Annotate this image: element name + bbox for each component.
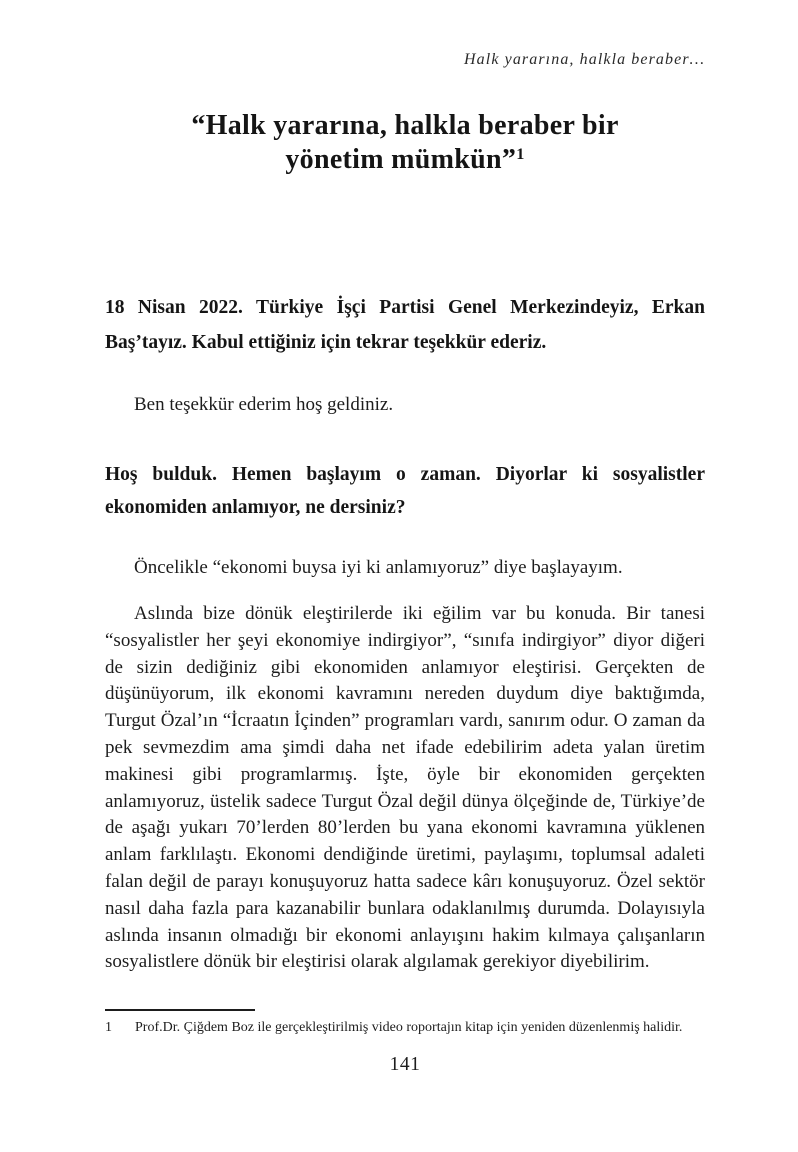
footnote-marker: 1 [105, 1020, 112, 1035]
answer-greeting-paragraph: Ben teşekkür ederim hoş geldiniz. [134, 394, 394, 415]
page-number: 141 [389, 1054, 421, 1075]
answer-main-paragraph: Aslında bize dönük eleştirilerde iki eğilim var bu konuda. Bir tanesi “sosyalistler her şeyi ekonomiye indirgiyor”, “sınıfa indirgiyor” diyor diğeri de sizin dediğiniz gibi ekonomiden anlamıyor eleştirisi. Gerçekten de düşünüyorum, ilk ekonomi kavramını nereden duydum diye baktığımda, Turgut Özal’ın “İcraatın İçinden” programları vardı, sanırım odur. O zaman da pek sevmezdim ama şimdi daha net ifade edebilirim adeta yalan üretim makinesi gibi programlarmış. İşte, öyle bir ekonomiden gerçekten anlamıyoruz, üstelik sadece Turgut Özal değil dünya ölçeğinde de, Türkiye’de de aşağı yukarı 70’lerden 80’lerden bu yana ekonomi kavramına yüklenen anlam farklılaştı. Ekonomi dendiğinde üretimi, paylaşımı, toplumsal adaleti falan değil de parayı konuşuyoruz hatta sadece kârı konuşuyoruz. Özel sektör nasıl daha fazla para kazanabilir bunlara odaklanılmış durumda. Dolayısıyla aslında insanın olmadığı bir ekonomi anlayışını hakim kılmaya çalışanların sosyalistlere dönük bir eleştirisi olarak algılamak gerekiyor diyebilirim. [105, 603, 705, 973]
footnote-reference-marker: 1 [516, 145, 525, 163]
footnote-divider-rule [105, 1009, 255, 1011]
running-head: Halk yararına, halkla beraber… [464, 51, 705, 68]
chapter-title [105, 109, 705, 177]
chapter-title-line-2-text: yönetim mümkün” [285, 144, 517, 175]
answer-opening-paragraph: Öncelikle “ekonomi buysa iyi ki anlamıyoruz” diye başlayayım. [134, 557, 623, 578]
chapter-title-line-1: “Halk yararına, halkla beraber bir [191, 110, 619, 141]
footnote [105, 1017, 705, 1039]
footnote-text: Prof.Dr. Çiğdem Boz ile gerçekleştirilmiş video roportajın kitap için yeniden düzenlenmiş halidir. [135, 1020, 683, 1035]
interview-intro-paragraph: 18 Nisan 2022. Türkiye İşçi Partisi Genel Merkezindeyiz, Erkan Baş’tayız. Kabul ettiğiniz için tekrar teşekkür ederiz. [105, 297, 705, 353]
chapter-title-line-2 [105, 143, 705, 177]
interview-question-paragraph: Hoş bulduk. Hemen başlayım o zaman. Diyorlar ki sosyalistler ekonomiden anlamıyor, ne dersiniz? [105, 464, 705, 518]
